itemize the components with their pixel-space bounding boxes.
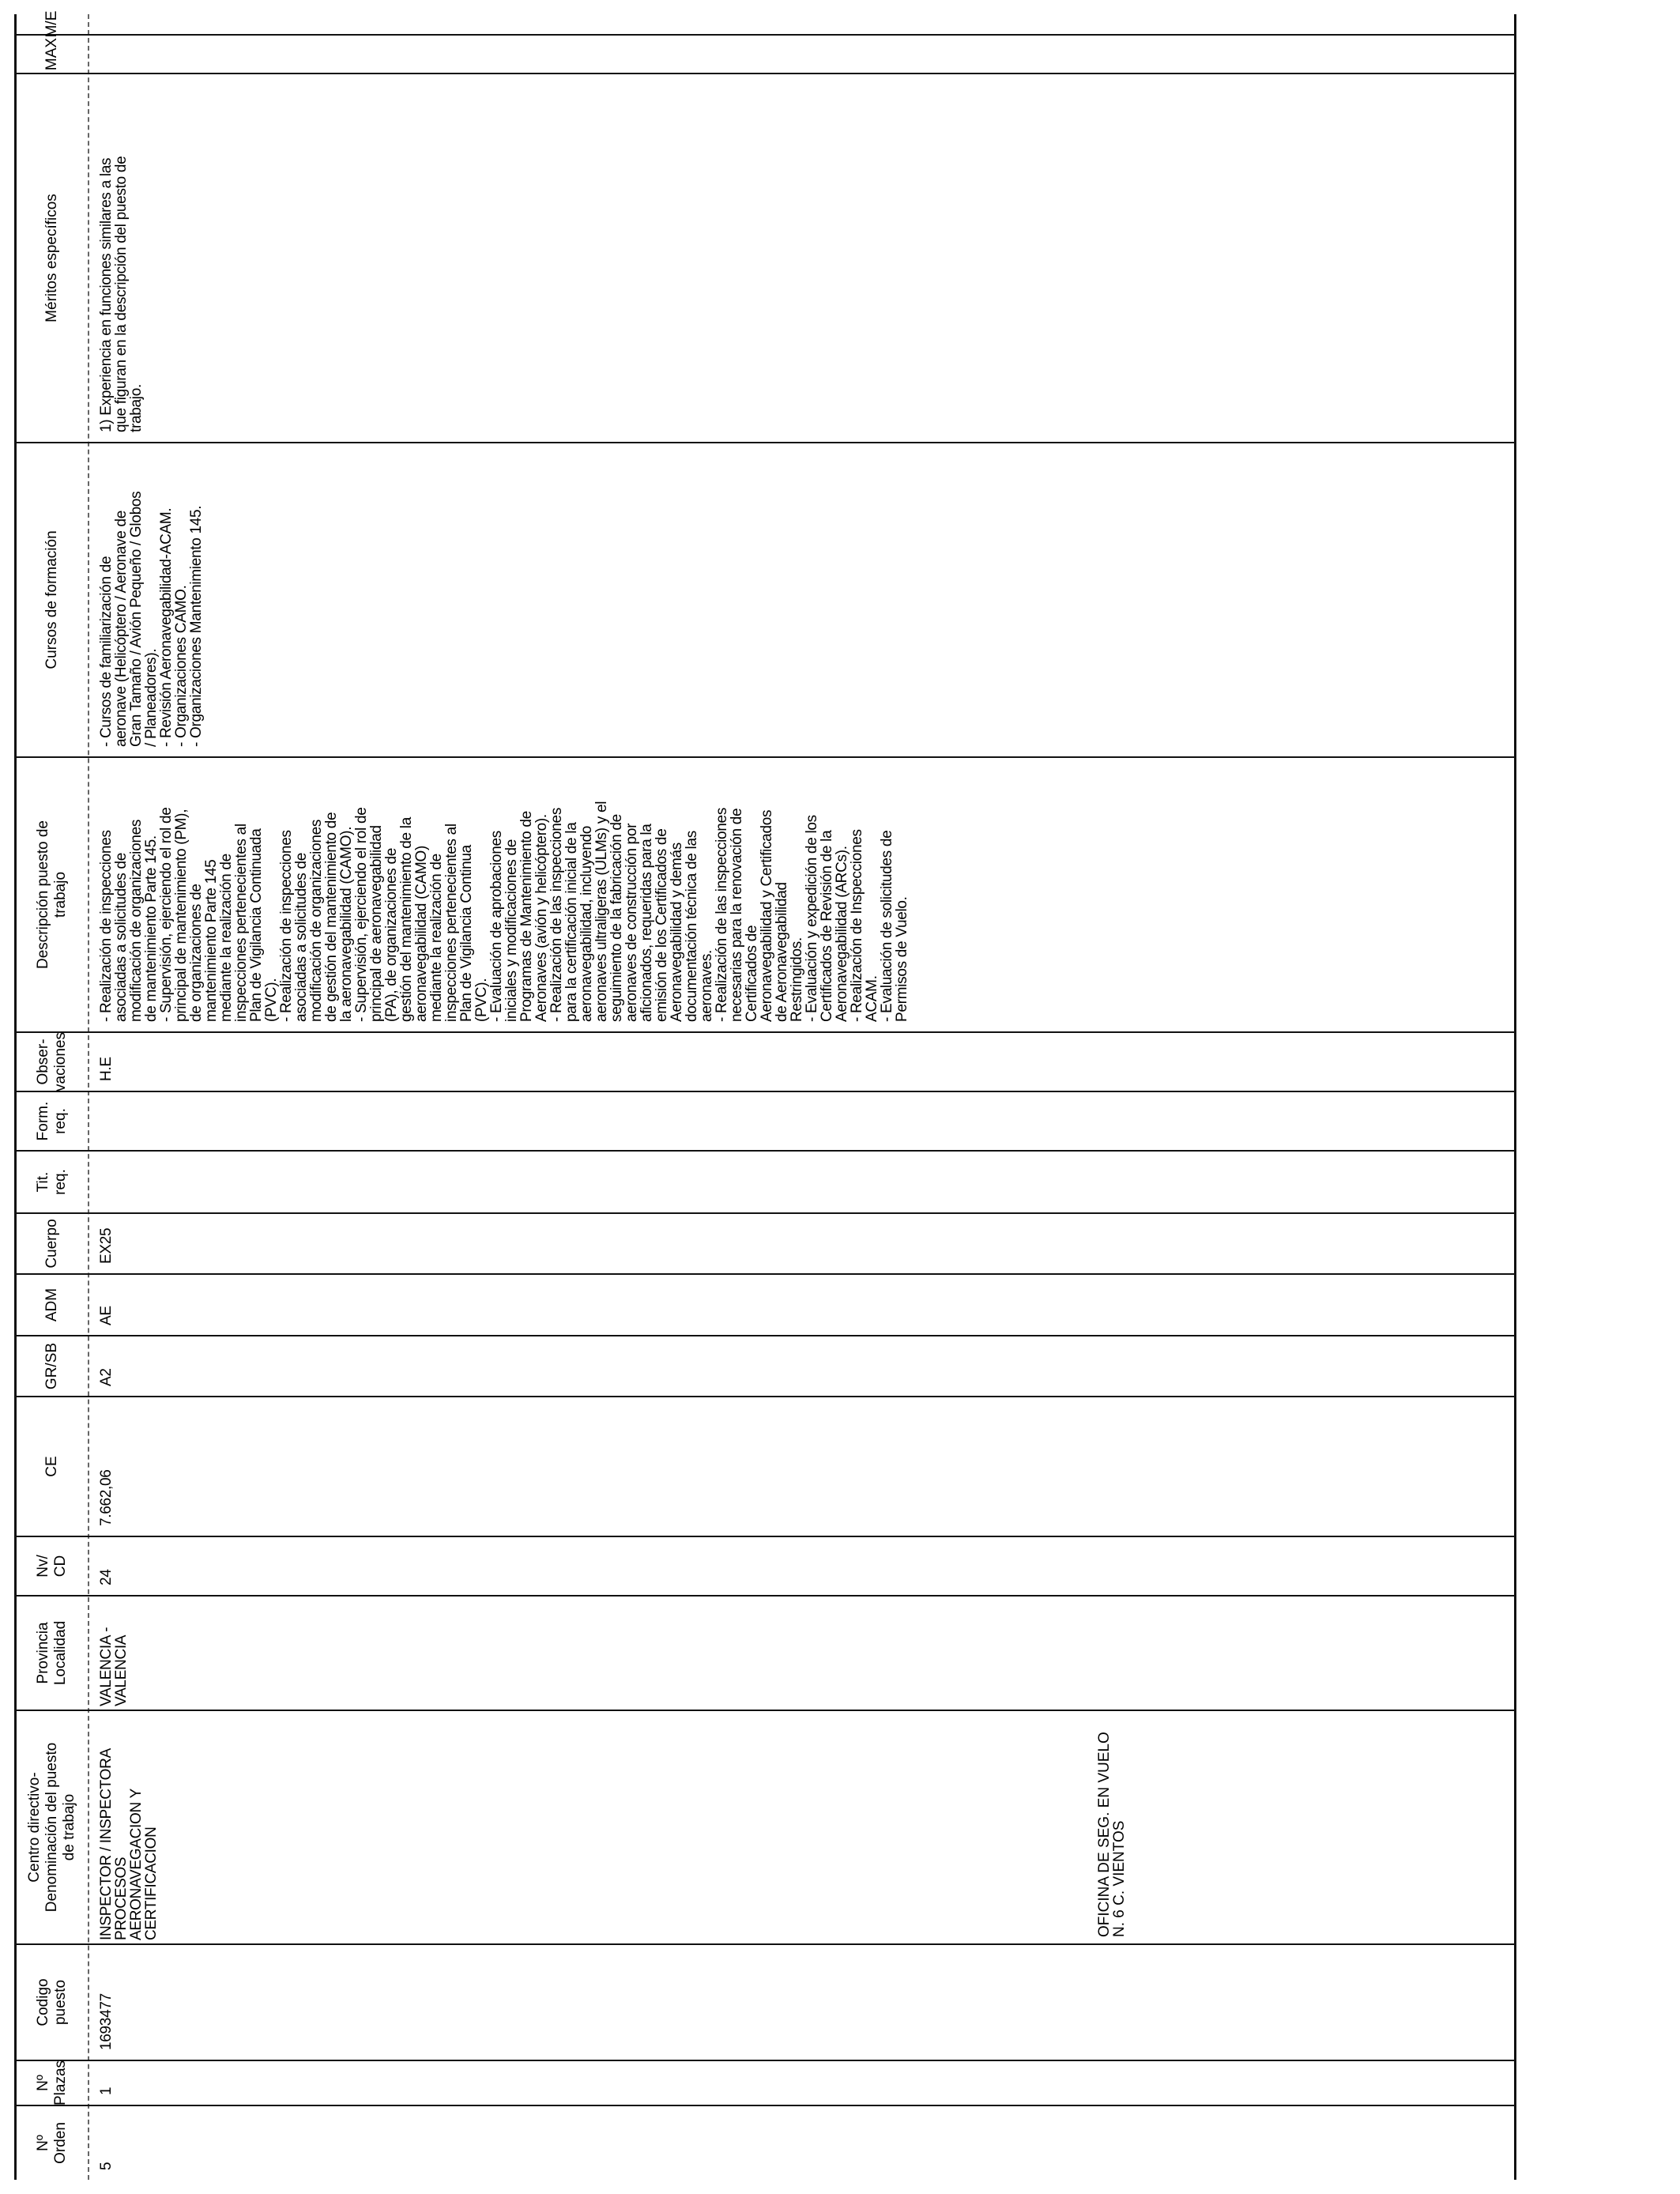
column-codigo (17, 1945, 1514, 2061)
cell-centro: INSPECTOR / INSPECTORA PROCESOS AERONAVEGACION Y CERTIFICACION (98, 1748, 160, 1940)
cell-cuerpo: EX25 (98, 1227, 115, 1264)
cell-observaciones: H.E (98, 1057, 115, 1081)
header-cursos: Cursos de formación (43, 530, 60, 669)
header-grupo: GR/SB (43, 1342, 60, 1390)
header-observaciones: Obser- vaciones (35, 1032, 69, 1091)
cell-nivel: 24 (98, 1569, 115, 1585)
column-max (17, 36, 1514, 74)
header-me: M/E (43, 10, 60, 38)
column-ce (17, 1397, 1514, 1537)
column-grupo (17, 1336, 1514, 1397)
column-cursos (17, 443, 1514, 758)
column-descripcion (17, 758, 1514, 1033)
cell-descripcion: - Realización de inspecciones asociadas a solicitudes de modificación de organizaciones de mantenimiento Parte 145. - Supervisión, ejerciendo el rol de principal de mantenimiento (PM), de organizaciones de mantenimiento Parte 145 mediante la realización de inspecciones pertenecientes al Plan de Vigilancia Continuada (PVC). - Realización de inspecciones asociadas a solicitudes de modificación de organizaciones de gestión del mantenimiento de la aeronavegabilidad (CAMO). - Supervisión, ejerciendo el rol de principal de aeronavegabilidad (PA), de organizaciones de gestión del mantenimiento de la aeronavegabilidad (CAMO) mediante la realización de inspecciones pertenecientes al Plan de Vigilancia Continua (PVC). - Evaluación de aprobaciones iniciales y modificaciones de Programas de Mantenimiento de Aeronaves (avión y helicóptero). - Realización de las inspecciones para la certificación inicial de la aeronavegabilidad, incluyendo aeronaves ultraligeras (ULMs) y el seguimiento de la fabricación de aeronaves de construcción por aficionados, requeridas para la emisión de los Certificados de Aeronavegabilidad y demás documentación técnica de las aeronaves. - Realización de las inspecciones necesarias para la renovación de Certificados de Aeronavegabilidad y Certificados de Aeronavegabilidad Restringidos. - Evaluación y expedición de los Certificados de Revisión de la Aeronavegabilidad (ARCs). - Realización de Inspecciones ACAM. - Evaluación de solicitudes de Permisos de Vuelo. (98, 801, 910, 1022)
cell-plazas: 1 (98, 2087, 115, 2095)
column-me (17, 10, 1514, 38)
header-descripcion: Descripción puesto de trabajo (35, 820, 69, 969)
column-nivel (17, 1537, 1514, 1596)
column-observaciones (17, 1033, 1514, 1092)
column-cuerpo (17, 1214, 1514, 1275)
positions-table (14, 10, 1516, 2180)
column-centro (17, 1711, 1514, 1945)
header-ce: CE (43, 1456, 60, 1477)
header-titulacion: Tit. req. (35, 1169, 69, 1195)
column-meritos (17, 74, 1514, 443)
cell-grupo: A2 (98, 1368, 115, 1386)
header-adm: ADM (43, 1287, 60, 1322)
cell-cursos: - Cursos de familiarización de aeronave (Helicóptero / Aeronave de Gran Tamaño / Avión Pequeño / Globos / Planeadores). - Revisión Aeronavegabilidad-ACAM. - Organizaciones CAMO. - Organizaciones Mantenimiento 145. (98, 491, 205, 747)
column-plazas (17, 2061, 1514, 2106)
cell-meritos: 1) Experiencia en funciones similares a las que figuran en la descripción del puesto de trabajo. (98, 156, 145, 432)
header-cuerpo: Cuerpo (43, 1219, 60, 1269)
header-provincia: Provincia Localidad (35, 1620, 69, 1686)
column-orden (17, 2106, 1514, 2180)
header-orden: Nº Orden (35, 2122, 69, 2164)
footer-office: OFICINA DE SEG. EN VUELO N. 6 C. VIENTOS (1096, 1732, 1128, 1937)
column-provincia (17, 1596, 1514, 1711)
column-titulacion (17, 1152, 1514, 1214)
cell-orden: 5 (98, 2162, 115, 2170)
header-plazas: Nº Plazas (35, 2060, 69, 2106)
column-formacion (17, 1092, 1514, 1152)
cell-codigo: 1693477 (98, 1993, 115, 2050)
column-adm (17, 1275, 1514, 1336)
header-nivel: Nv/ CD (35, 1555, 69, 1578)
header-meritos: Méritos específicos (43, 194, 60, 322)
cell-adm: AE (98, 1306, 115, 1325)
header-centro: Centro directivo- Denominación del puesto de trabajo (26, 1742, 77, 1913)
cell-ce: 7.662,06 (98, 1469, 115, 1526)
cell-provincia: VALENCIA - VALENCIA (98, 1627, 130, 1706)
header-max: MAX (43, 37, 60, 71)
header-codigo: Codigo puesto (35, 1978, 69, 2026)
header-formacion: Form. req. (35, 1101, 69, 1141)
